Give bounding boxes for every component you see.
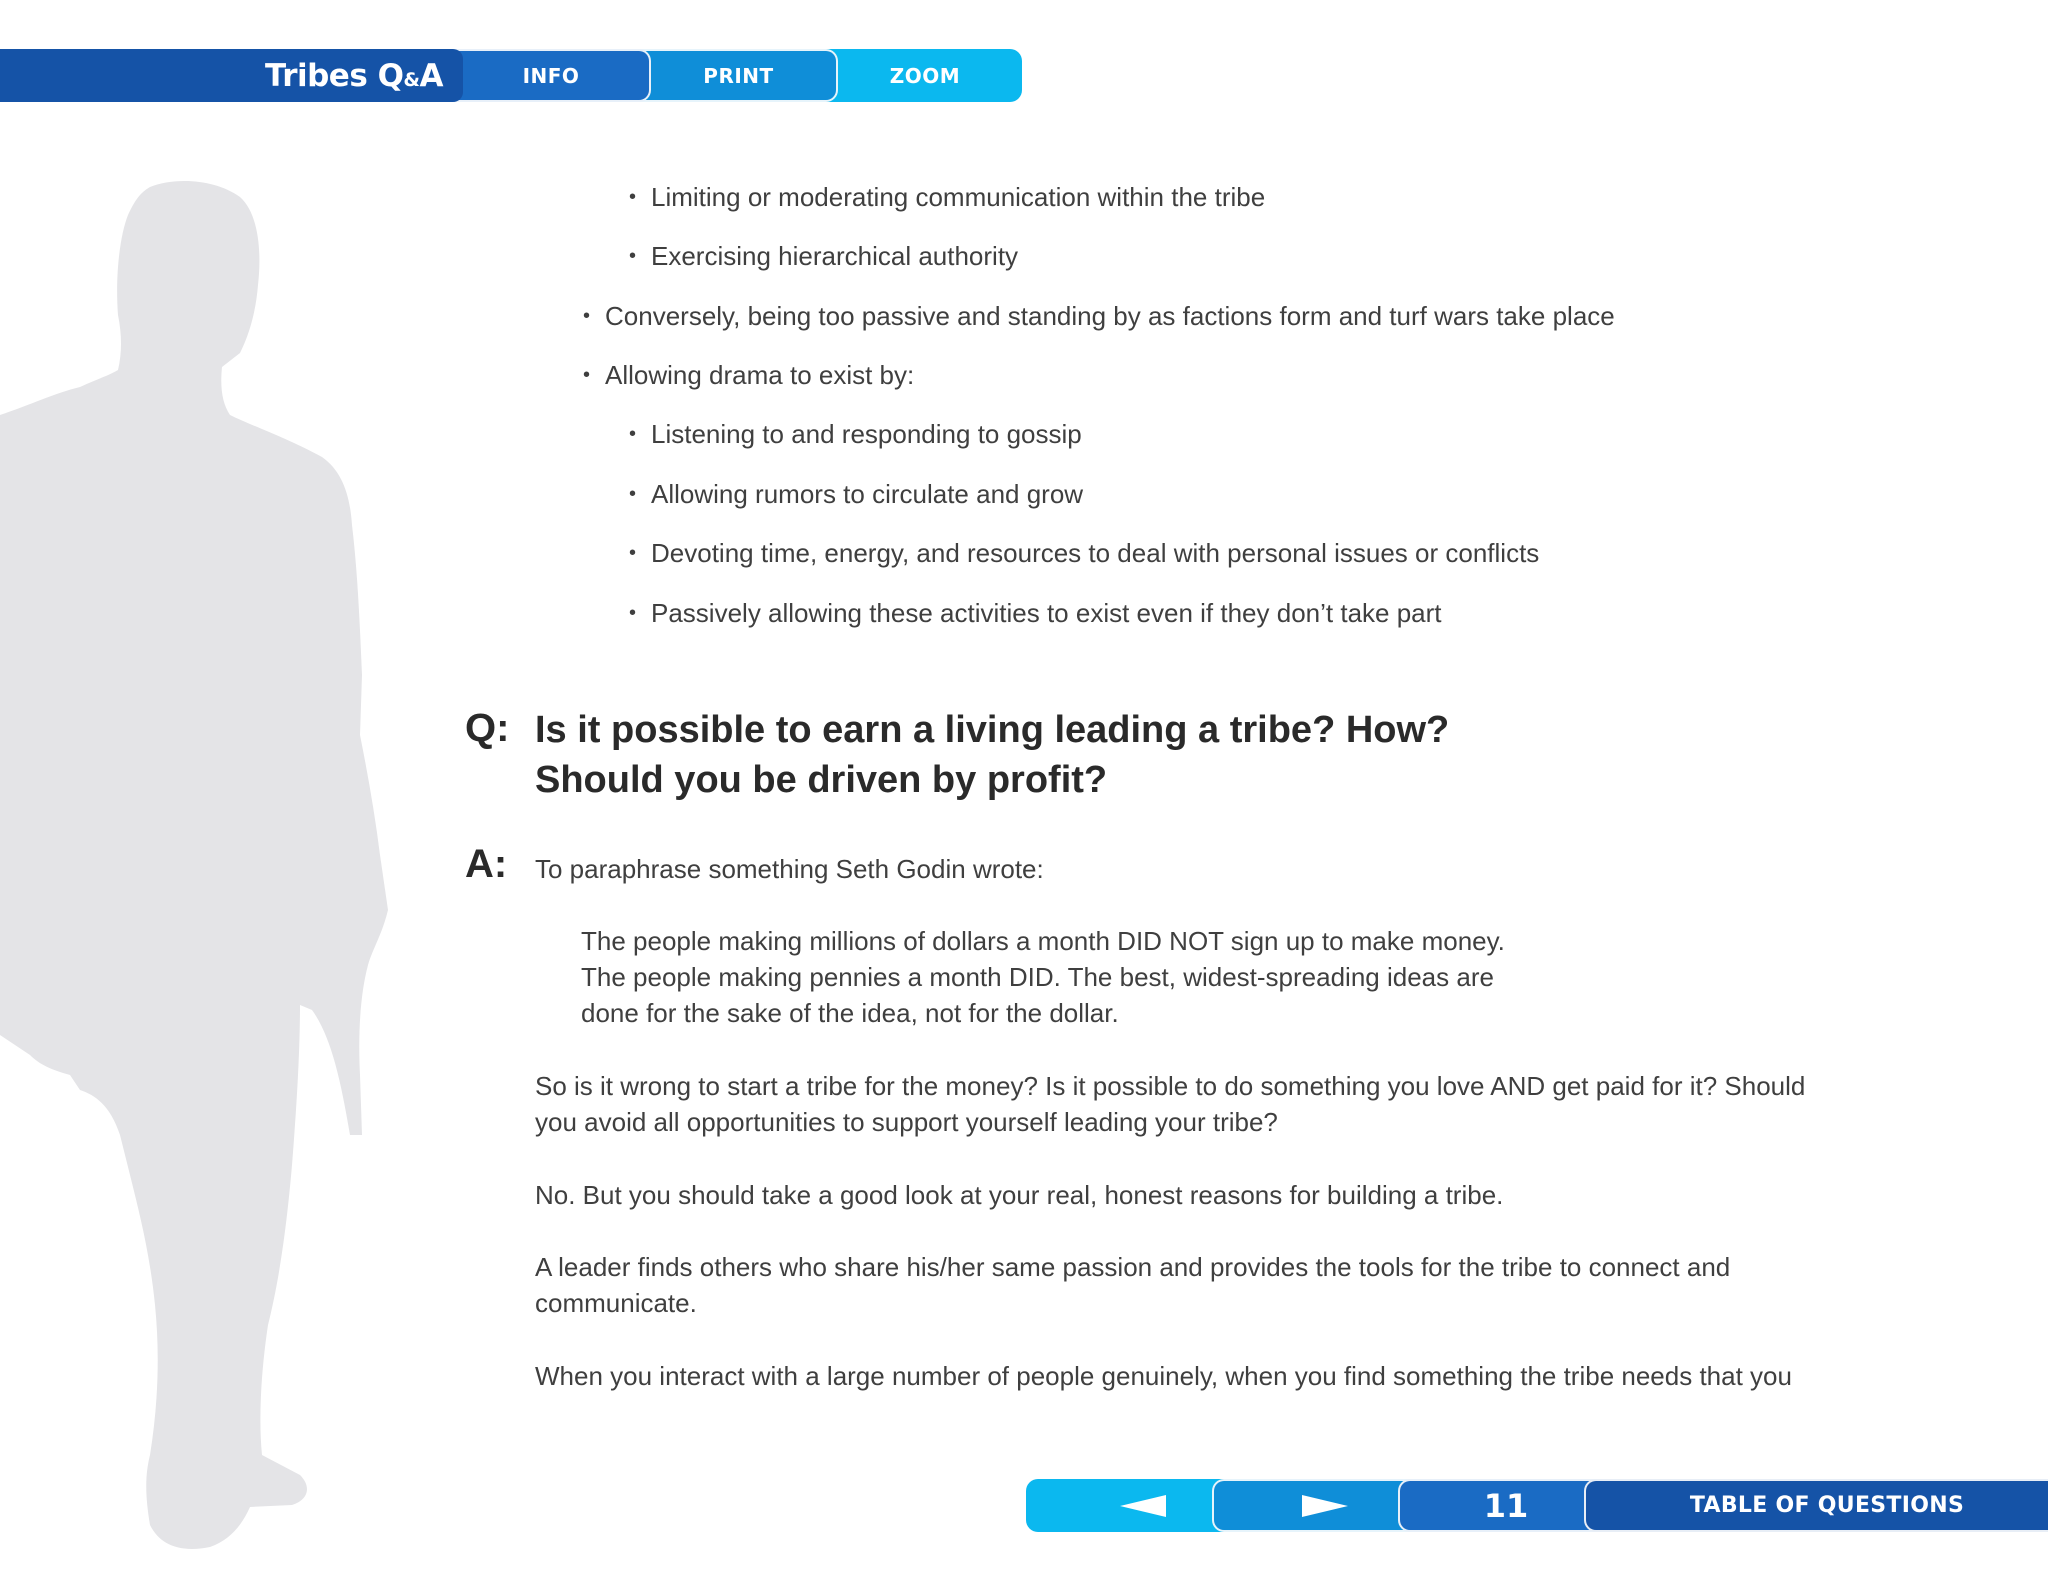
print-button[interactable]: PRINT	[631, 49, 838, 102]
bullet-dot-icon: •	[583, 305, 591, 327]
paragraph-line: communicate.	[535, 1288, 697, 1318]
quote-line: The people making millions of dollars a month DID NOT sign up to make money.	[581, 926, 1505, 956]
arrow-right-icon	[1302, 1495, 1348, 1517]
bullet-dot-icon: •	[629, 602, 637, 624]
quote-line: The people making pennies a month DID. The best, widest-spreading ideas are	[581, 962, 1494, 992]
paragraph-line: A leader finds others who share his/her same passion and provides the tools for the tribe to connect and	[535, 1252, 1731, 1282]
question-heading	[535, 705, 1635, 805]
quote-block	[581, 923, 1505, 1031]
info-button[interactable]: INFO	[443, 49, 651, 102]
answer-label: A:	[465, 842, 508, 886]
brand-title: Tribes Q&A	[264, 57, 443, 94]
bottom-nav-bar	[1026, 1479, 2048, 1532]
previous-page-button[interactable]	[1026, 1479, 1240, 1532]
bullet-item: • Passively allowing these activities to exist even if they don’t take part	[629, 598, 1442, 628]
page-number: 11	[1398, 1479, 1612, 1532]
zoom-button[interactable]: ZOOM	[818, 49, 1022, 102]
top-nav-bar	[0, 49, 1022, 102]
bullet-dot-icon: •	[629, 483, 637, 505]
bullet-dot-icon: •	[629, 423, 637, 445]
bullet-dot-icon: •	[629, 542, 637, 564]
bullet-item: • Allowing rumors to circulate and grow	[629, 479, 1084, 509]
question-line: Should you be driven by profit?	[535, 759, 1108, 801]
bullet-dot-icon: •	[583, 364, 591, 386]
table-of-questions-button[interactable]: TABLE OF QUESTIONS	[1584, 1479, 2048, 1532]
paragraph-line: So is it wrong to start a tribe for the money? Is it possible to do something you love AND get paid for it? Should	[535, 1071, 1806, 1101]
bullet-dot-icon: •	[629, 245, 637, 267]
question-label: Q:	[465, 706, 510, 750]
bullet-item: • Exercising hierarchical authority	[629, 241, 1019, 271]
bullet-item: • Devoting time, energy, and resources to deal with personal issues or conflicts	[629, 538, 1540, 568]
brand-logo	[0, 49, 463, 102]
bullet-dot-icon: •	[629, 186, 637, 208]
next-page-button[interactable]	[1212, 1479, 1426, 1532]
question-line: Is it possible to earn a living leading a tribe? How?	[535, 709, 1450, 751]
bullet-item: • Allowing drama to exist by:	[583, 360, 915, 390]
bullet-item: • Limiting or moderating communication within the tribe	[629, 182, 1266, 212]
paragraph	[535, 1068, 1805, 1140]
bullet-item: • Listening to and responding to gossip	[629, 419, 1082, 449]
answer-intro: To paraphrase something Seth Godin wrote:	[535, 854, 1044, 884]
arrow-left-icon	[1120, 1495, 1166, 1517]
paragraph	[535, 1249, 1730, 1321]
quote-line: done for the sake of the idea, not for the dollar.	[581, 998, 1119, 1028]
paragraph: No. But you should take a good look at your real, honest reasons for building a tribe.	[535, 1180, 1504, 1210]
paragraph-line: you avoid all opportunities to support yourself leading your tribe?	[535, 1107, 1278, 1137]
person-silhouette-image	[0, 175, 390, 1555]
paragraph: When you interact with a large number of people genuinely, when you find something the tribe needs that you	[535, 1361, 1792, 1391]
bullet-item: • Conversely, being too passive and standing by as factions form and turf wars take place	[583, 301, 1615, 331]
